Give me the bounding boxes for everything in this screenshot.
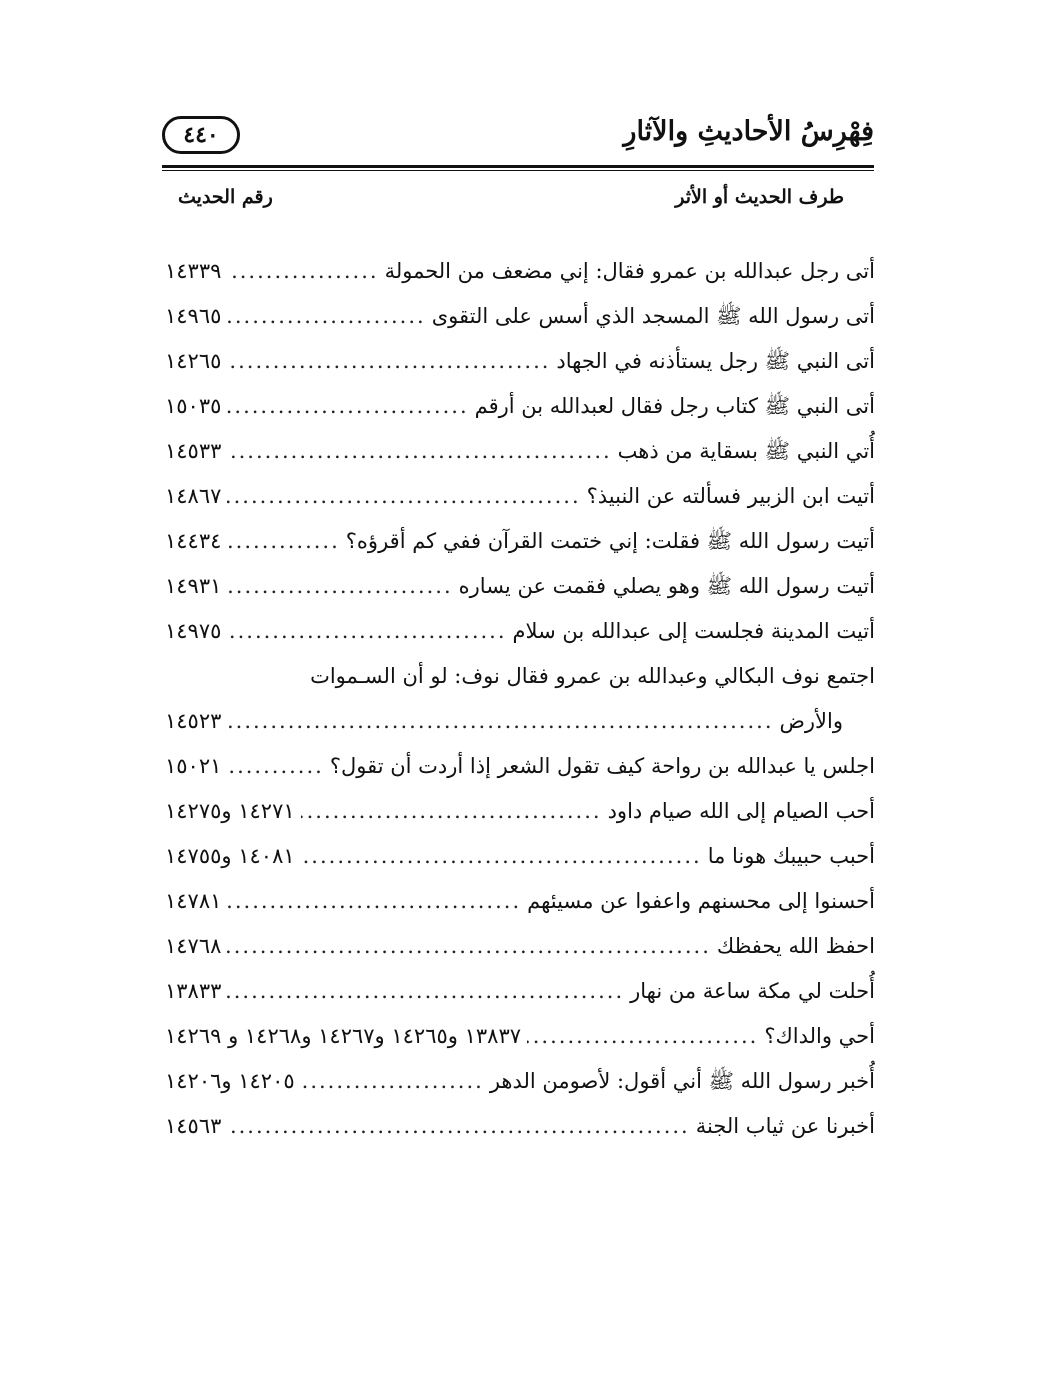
index-entry <box>165 924 875 969</box>
entry-text: أتيت ابن الزبير فسألته عن النبيذ؟ <box>586 484 875 508</box>
index-entry <box>165 969 875 1014</box>
entry-text: أخبرنا عن ثياب الجنة <box>695 1114 875 1138</box>
entry-text: أحي والداك؟ <box>764 1024 875 1048</box>
entry-text: أُخبر رسول الله ﷺ أني أقول: لأصومن الدهر <box>489 1069 875 1093</box>
leader-dots <box>301 1059 484 1104</box>
entry-text: أحسنوا إلى محسنهم واعفوا عن مسيئهم <box>527 889 875 913</box>
index-entry <box>165 519 875 564</box>
entry-number: ١٥٠٢١ <box>165 754 222 778</box>
index-entries <box>165 249 875 1149</box>
leader-dots <box>227 744 323 789</box>
entry-text: أتيت رسول الله ﷺ فقلت: إني ختمت القرآن ففي كم أقرؤه؟ <box>345 529 875 553</box>
entry-number: ١٣٨٣٧ و١٤٢٦٥ و١٤٢٦٧ و١٤٢٦٨ و ١٤٢٦٩ <box>165 1024 522 1048</box>
entry-number: ١٣٨٣٣ <box>165 979 222 1003</box>
index-entry <box>165 834 875 879</box>
index-entry <box>165 1104 875 1149</box>
entry-text: أُحلت لي مكة ساعة من نهار <box>630 979 875 1003</box>
leader-dots <box>227 294 425 339</box>
index-entry <box>165 339 875 384</box>
entry-number: ١٤٢٠٥ و١٤٢٠٦ <box>165 1069 295 1093</box>
entry-number: ١٥٠٣٥ <box>165 394 222 418</box>
header-rule-thin <box>162 170 874 171</box>
leader-dots <box>527 1014 758 1059</box>
column-headings <box>162 186 874 216</box>
leader-dots <box>227 1104 689 1149</box>
index-entry <box>165 1014 875 1059</box>
entry-text: والأرض <box>779 709 843 733</box>
entry-text: أتى رسول الله ﷺ المسجد الذي أسس على التقوى <box>431 304 875 328</box>
entry-text: أتيت المدينة فجلست إلى عبدالله بن سلام <box>512 619 875 643</box>
entry-number: ١٤٩٣١ <box>165 574 222 598</box>
index-entry-continuation <box>165 699 875 744</box>
leader-dots <box>227 429 611 474</box>
entry-number: ١٤٢٧١ و١٤٢٧٥ <box>165 799 295 823</box>
entry-number: ١٤٩٦٥ <box>165 304 222 328</box>
leader-dots <box>227 519 339 564</box>
entry-text: اجلس يا عبدالله بن رواحة كيف تقول الشعر إذا أردت أن تقول؟ <box>329 754 875 778</box>
entry-number: ١٤٢٦٥ <box>165 349 222 373</box>
entry-number: ١٤٩٧٥ <box>165 619 222 643</box>
header-rule-thick <box>162 165 874 168</box>
leader-dots <box>227 339 550 384</box>
page-header <box>162 112 874 162</box>
entry-text: اجتمع نوف البكالي وعبدالله بن عمرو فقال نوف: لو أن السـموات <box>310 664 875 688</box>
entry-text: أتى النبي ﷺ رجل يستأذنه في الجهاد <box>556 349 875 373</box>
entry-number: ١٤٥٦٣ <box>165 1114 222 1138</box>
index-entry <box>165 429 875 474</box>
entry-text: أتى النبي ﷺ كتاب رجل فقال لعبدالله بن أرقم <box>474 394 875 418</box>
leader-dots <box>227 384 468 429</box>
entry-text: أحبب حبيبك هونا ما <box>707 844 875 868</box>
entry-text: أحب الصيام إلى الله صيام داود <box>607 799 875 823</box>
leader-dots <box>227 924 710 969</box>
leader-dots <box>227 564 452 609</box>
index-entry <box>165 384 875 429</box>
leader-dots <box>227 879 521 924</box>
leader-dots <box>227 699 773 744</box>
index-entry <box>165 654 875 699</box>
leader-dots <box>301 789 602 834</box>
entry-text: أتى رجل عبدالله بن عمرو فقال: إني مضعف من الحمولة <box>384 259 875 283</box>
index-entry <box>165 879 875 924</box>
index-entry <box>165 294 875 339</box>
entry-number: ١٤٣٣٩ <box>165 259 222 283</box>
entry-text: احفظ الله يحفظك <box>716 934 875 958</box>
index-entry <box>165 789 875 834</box>
entry-number: ١٤٥٣٣ <box>165 439 222 463</box>
leader-dots <box>227 474 580 519</box>
page-number: ٤٤٠ <box>183 122 219 148</box>
entry-number: ١٤٥٢٣ <box>165 709 222 733</box>
entry-number: ١٤٧٦٨ <box>165 934 222 958</box>
index-entry <box>165 474 875 519</box>
entry-number: ١٤٠٨١ و١٤٧٥٥ <box>165 844 295 868</box>
leader-dots <box>227 969 624 1014</box>
running-title: فِهْرِسُ الأحاديثِ والآثارِ <box>623 116 874 147</box>
entry-text: أتيت رسول الله ﷺ وهو يصلي فقمت عن يساره <box>458 574 875 598</box>
leader-dots <box>301 834 702 879</box>
leader-dots <box>227 609 506 654</box>
entry-number: ١٤٨٦٧ <box>165 484 222 508</box>
index-entry <box>165 1059 875 1104</box>
leader-dots <box>227 249 378 294</box>
page-number-badge <box>162 116 240 154</box>
entry-text: أُتي النبي ﷺ بسقاية من ذهب <box>617 439 875 463</box>
text-column-heading: طرف الحديث أو الأثر <box>675 186 844 208</box>
number-column-heading: رقم الحديث <box>178 186 273 208</box>
index-entry <box>165 564 875 609</box>
index-entry <box>165 249 875 294</box>
entry-number: ١٤٧٨١ <box>165 889 222 913</box>
index-entry <box>165 744 875 789</box>
index-entry <box>165 609 875 654</box>
entry-number: ١٤٤٣٤ <box>165 529 222 553</box>
